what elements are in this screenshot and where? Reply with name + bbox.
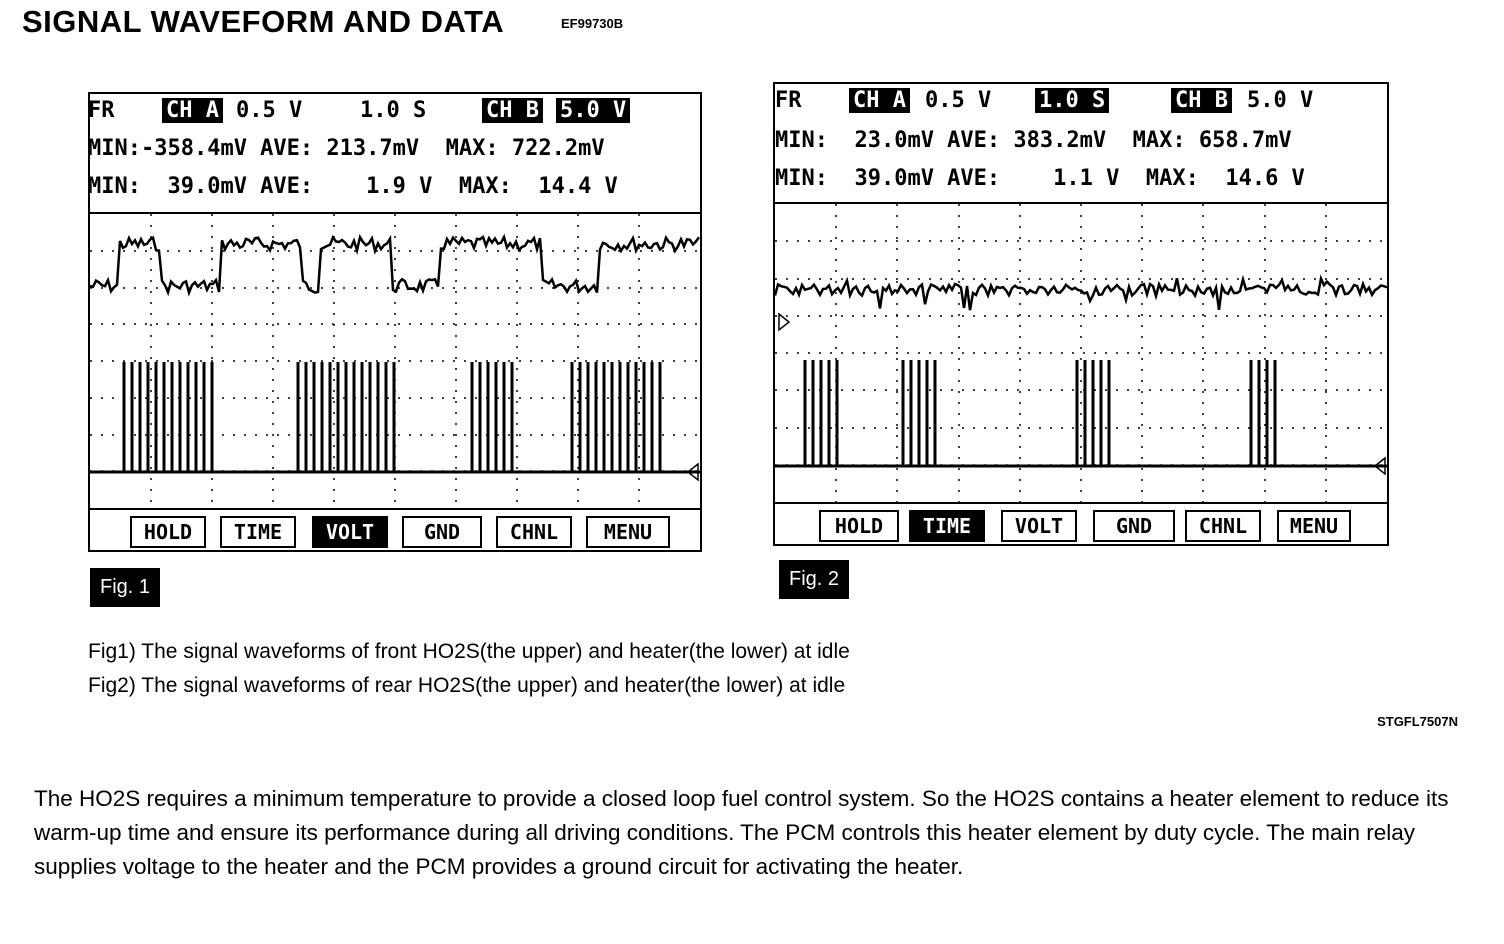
scope-header-row3	[775, 162, 1387, 200]
scope-header-row1	[90, 94, 700, 132]
waveform-svg	[90, 214, 700, 508]
channel-a-badge[interactable]: CH A	[849, 88, 910, 113]
channel-b-scale: 5.0 V	[1247, 88, 1314, 113]
reference-code: STGFL7507N	[1377, 714, 1458, 729]
scope-menu-bar	[90, 508, 700, 550]
fr-label: FR	[775, 88, 802, 113]
time-scale[interactable]: 1.0 S	[1035, 88, 1109, 113]
scope-header-row2	[90, 132, 700, 170]
caption-fig1: Fig1) The signal waveforms of front HO2S(the upper) and heater(the lower) at idle	[88, 640, 850, 663]
waveform-plot	[90, 212, 700, 510]
chnl-button[interactable]: CHNL	[496, 516, 572, 548]
scope-screen-fig1	[88, 92, 702, 552]
channel-b-scale: 5.0 V	[556, 98, 630, 123]
waveform-svg	[775, 204, 1387, 502]
waveform-plot	[775, 202, 1387, 504]
page-title: SIGNAL WAVEFORM AND DATA	[22, 4, 505, 39]
document-code: EF99730B	[561, 16, 624, 31]
channel-a-scale: 0.5 V	[236, 98, 303, 123]
channel-a-scale: 0.5 V	[925, 88, 992, 113]
time-button[interactable]: TIME	[220, 516, 296, 548]
channel-a-stats: MIN:-358.4mV AVE: 213.7mV MAX: 722.2mV	[88, 136, 605, 161]
time-scale: 1.0 S	[360, 98, 427, 123]
hold-button[interactable]: HOLD	[819, 510, 899, 542]
figure-label: Fig. 2	[779, 560, 849, 599]
figure-label: Fig. 1	[90, 568, 160, 607]
menu-button[interactable]: MENU	[1277, 510, 1351, 542]
scope-header-row3	[90, 170, 700, 208]
fr-label: FR	[88, 98, 115, 123]
channel-b-badge[interactable]: CH B	[482, 98, 543, 123]
scope-header-row1	[775, 84, 1387, 122]
hold-button[interactable]: HOLD	[130, 516, 206, 548]
caption-fig2: Fig2) The signal waveforms of rear HO2S(the upper) and heater(the lower) at idle	[88, 674, 846, 697]
volt-button[interactable]: VOLT	[1001, 510, 1077, 542]
description-paragraph: The HO2S requires a minimum temperature to provide a closed loop fuel control system. So the HO2S contains a heater element to reduce its warm-up time and ensure its performance during all driving conditions. The PCM controls this heater element by duty cycle. The main relay supplies voltage to the heater and the PCM provides a ground circuit for activating the heater.	[34, 786, 1449, 879]
upper-trace	[90, 237, 699, 293]
gnd-button[interactable]: GND	[402, 516, 482, 548]
channel-b-badge[interactable]: CH B	[1171, 88, 1232, 113]
channel-b-stats: MIN: 39.0mV AVE: 1.9 V MAX: 14.4 V	[88, 174, 618, 199]
channel-a-badge[interactable]: CH A	[162, 98, 223, 123]
scope-header-row2	[775, 124, 1387, 162]
scope-screen-fig2	[773, 82, 1389, 546]
gnd-button[interactable]: GND	[1093, 510, 1175, 542]
time-button[interactable]: TIME	[909, 510, 985, 542]
upper-trace	[775, 278, 1387, 310]
menu-button[interactable]: MENU	[586, 516, 670, 548]
volt-button[interactable]: VOLT	[312, 516, 388, 548]
scope-menu-bar	[775, 502, 1387, 544]
chnl-button[interactable]: CHNL	[1185, 510, 1261, 542]
channel-b-stats: MIN: 39.0mV AVE: 1.1 V MAX: 14.6 V	[775, 166, 1305, 191]
channel-a-stats: MIN: 23.0mV AVE: 383.2mV MAX: 658.7mV	[775, 128, 1292, 153]
